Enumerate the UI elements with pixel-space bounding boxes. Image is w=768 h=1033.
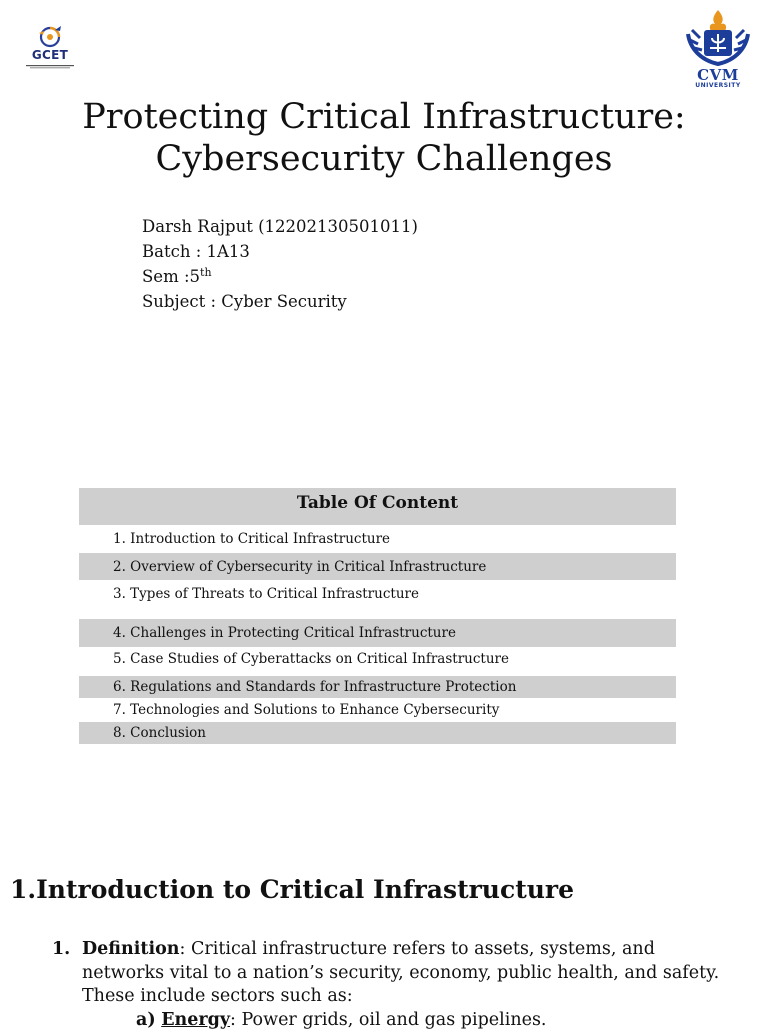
toc-item: 6. Regulations and Standards for Infrastructure Protection (79, 676, 676, 698)
author-semester (142, 264, 418, 289)
gcet-tagline-mark (26, 64, 74, 69)
author-name: Darsh Rajput (12202130501011) (142, 217, 418, 236)
list-number: 1. (52, 939, 71, 959)
gcet-logo-text: GCET (31, 48, 69, 62)
definition-paragraph (82, 938, 742, 1009)
title-line-1: Protecting Critical Infrastructure: (82, 97, 686, 137)
semester-ordinal: th (200, 266, 212, 279)
toc-item: 1. Introduction to Critical Infrastructure (113, 530, 391, 547)
section-heading: 1.Introduction to Critical Infrastructure (10, 875, 574, 904)
definition-term: Definition (82, 939, 180, 959)
cvm-logo-subtext: UNIVERSITY (695, 82, 741, 89)
author-subject: Subject : Cyber Security (142, 292, 347, 311)
author-info (142, 214, 418, 314)
definition-list-item (52, 938, 742, 1030)
semester-value: Sem :5 (142, 267, 201, 286)
sub-list-item (136, 1009, 547, 1033)
title-line-2: Cybersecurity Challenges (155, 139, 613, 179)
sub-item-text: : Power grids, oil and gas pipelines. (230, 1010, 547, 1030)
toc-item: 5. Case Studies of Cyberattacks on Critical Infrastructure (113, 651, 509, 667)
toc-item: 2. Overview of Cybersecurity in Critical Infrastructure (79, 553, 676, 580)
toc-item: 3. Types of Threats to Critical Infrastructure (113, 585, 419, 602)
gcet-emblem-icon (24, 24, 76, 50)
cvm-logo-text: CVM (697, 66, 739, 84)
cvm-university-logo (682, 8, 754, 88)
sub-item-term: Energy (161, 1010, 231, 1030)
cvm-emblem-icon (682, 8, 754, 68)
gcet-logo (24, 24, 76, 74)
toc-item: 4. Challenges in Protecting Critical Infrastructure (79, 619, 676, 647)
definition-text: : Critical infrastructure refers to assets, systems, and networks vital to a nation’s security, economy, public health, and safety. These include sectors such as: (82, 939, 720, 1006)
document-title (20, 96, 748, 180)
author-batch: Batch : 1A13 (142, 242, 250, 261)
toc-item: 8. Conclusion (79, 722, 676, 744)
table-of-contents (79, 488, 676, 741)
sub-item-label: a) (136, 1010, 156, 1030)
toc-item: 7. Technologies and Solutions to Enhance Cybersecurity (113, 701, 500, 718)
toc-header: Table Of Content (79, 488, 676, 525)
